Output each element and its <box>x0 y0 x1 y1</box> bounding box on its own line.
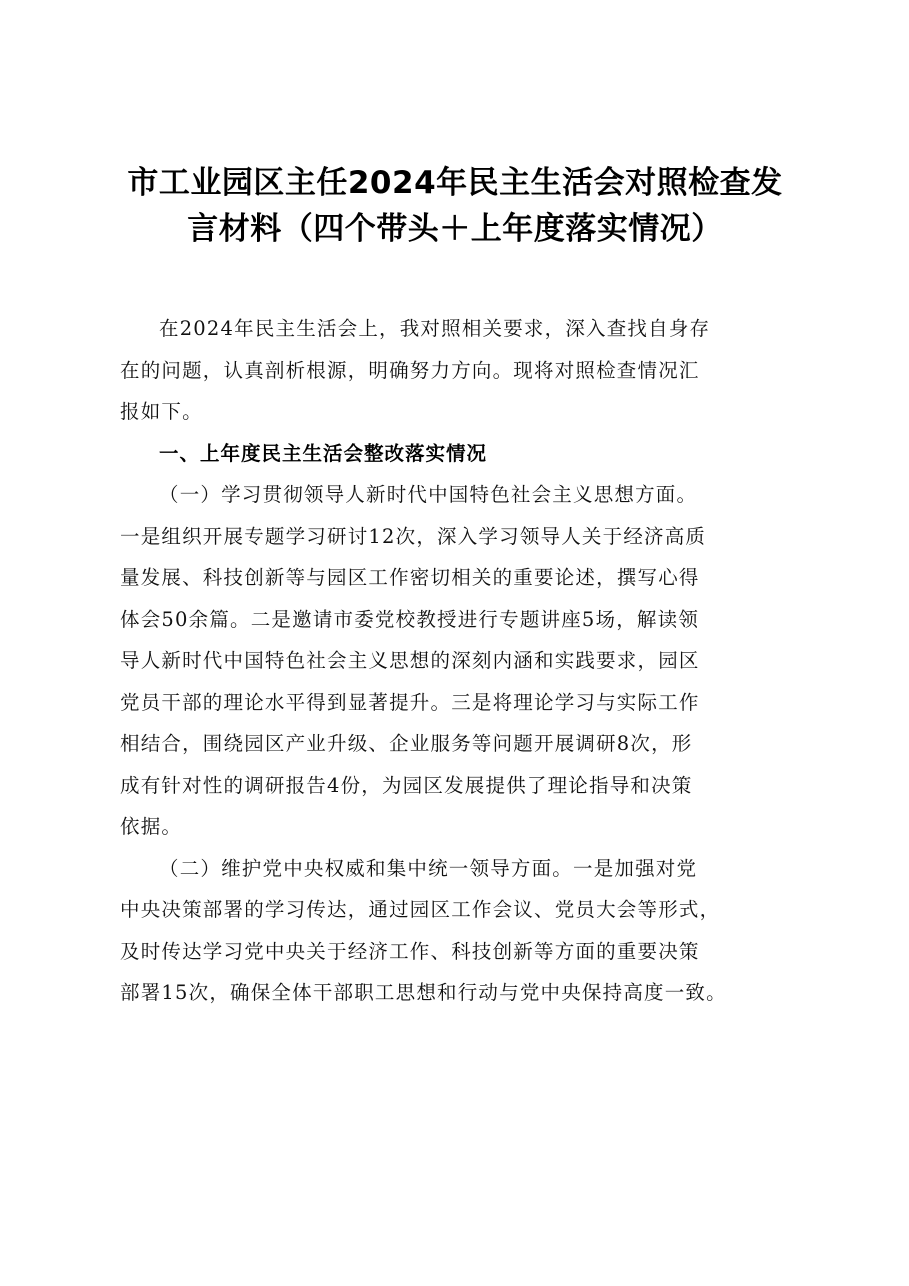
subsection-2-paragraph <box>120 848 802 1014</box>
sub2-line-2: 中央决策部署的学习传达，通过园区工作会议、党员大会等形式， <box>120 898 721 921</box>
subsection-1-paragraph <box>120 474 802 848</box>
sub2-line-4: 部署15次，确保全体干部职工思想和行动与党中央保持高度一致。 <box>120 981 727 1004</box>
sub2-line-1: （二）维护党中央权威和集中统一领导方面。一是加强对党 <box>159 856 698 880</box>
sub2-line-3: 及时传达学习党中央关于经济工作、科技创新等方面的重要决策 <box>120 939 700 963</box>
intro-line-2: 在的问题，认真剖析根源，明确努力方向。现将对照检查情况汇 <box>120 358 700 382</box>
sub1-line-5: 导人新时代中国特色社会主义思想的深刻内涵和实践要求，园区 <box>120 649 700 672</box>
intro-line-3: 报如下。 <box>120 400 203 423</box>
sub1-line-8: 成有针对性的调研报告4份，为园区发展提供了理论指导和决策 <box>120 773 693 797</box>
sub1-line-9: 依据。 <box>120 815 183 838</box>
title-line-1: 市工业园区主任2024年民主生活会对照检查发 <box>127 165 783 201</box>
intro-line-1: 在2024年民主生活会上，我对照相关要求，深入查找自身存 <box>159 317 711 340</box>
section-heading-1: 一、上年度民主生活会整改落实情况 <box>159 441 488 465</box>
sub1-line-4: 体会50余篇。二是邀请市委党校教授进行专题讲座5场，解读领 <box>120 607 700 631</box>
document-title <box>110 160 800 252</box>
sub1-line-6: 党员干部的理论水平得到显著提升。三是将理论学习与实际工作 <box>120 690 700 714</box>
intro-paragraph <box>120 308 802 433</box>
sub1-line-1: （一）学习贯彻领导人新时代中国特色社会主义思想方面。 <box>159 483 698 506</box>
sub1-line-7: 相结合，围绕园区产业升级、企业服务等问题开展调研8次，形 <box>120 732 693 755</box>
document-body <box>120 308 802 1014</box>
title-line-2: 言材料（四个带头＋上年度落实情况） <box>187 211 723 247</box>
sub1-line-3: 量发展、科技创新等与园区工作密切相关的重要论述，撰写心得 <box>120 566 700 589</box>
sub1-line-2: 一是组织开展专题学习研讨12次，深入学习领导人关于经济高质 <box>120 524 707 548</box>
